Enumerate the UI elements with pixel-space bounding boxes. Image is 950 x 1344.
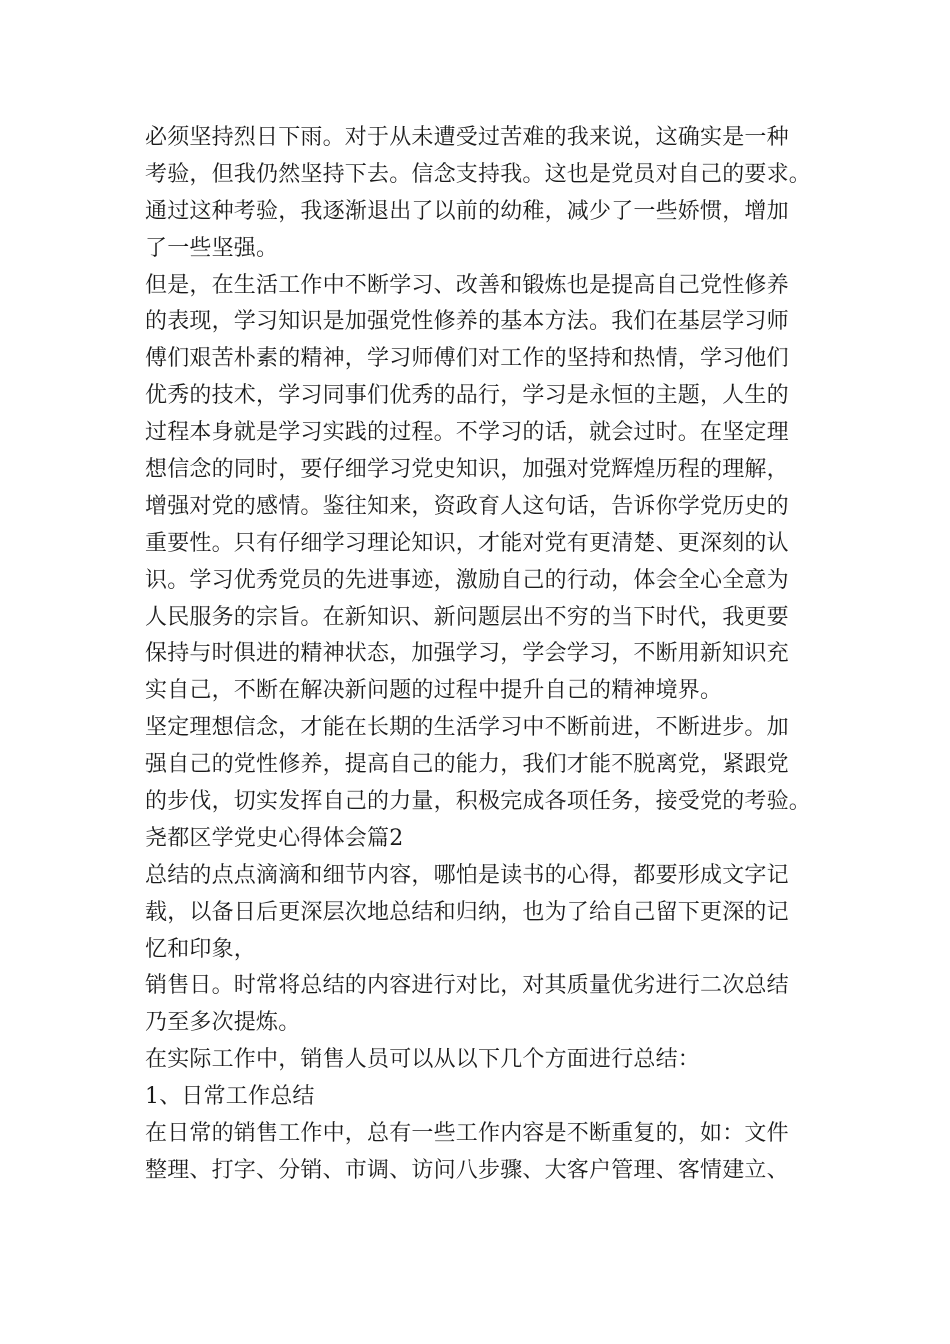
text-line: 在日常的销售工作中，总有一些工作内容是不断重复的，如：文件 bbox=[145, 1121, 789, 1147]
text-line: 销售日。时常将总结的内容进行对比，对其质量优劣进行二次总结 bbox=[145, 973, 789, 999]
text-line: 优秀的技术，学习同事们优秀的品行，学习是永恒的主题，人生的 bbox=[145, 383, 789, 409]
text-line: 总结的点点滴滴和细节内容，哪怕是读书的心得，都要形成文字记 bbox=[145, 862, 789, 888]
text-line: 的步伐，切实发挥自己的力量，积极完成各项任务，接受党的考验。 bbox=[145, 789, 812, 815]
text-line: 坚定理想信念，才能在长期的生活学习中不断前进，不断进步。加 bbox=[145, 715, 789, 741]
list-item-heading: 1、日常工作总结 bbox=[145, 1084, 315, 1110]
document-body bbox=[145, 120, 815, 1190]
text-line: 乃至多次提炼。 bbox=[145, 1010, 301, 1036]
text-line: 通过这种考验，我逐渐退出了以前的幼稚，减少了一些娇惯，增加 bbox=[145, 198, 789, 224]
text-line: 过程本身就是学习实践的过程。不学习的话，就会过时。在坚定理 bbox=[145, 420, 789, 446]
text-line: 增强对党的感情。鉴往知来，资政育人这句话，告诉你学党历史的 bbox=[145, 493, 789, 519]
text-line: 考验，但我仍然坚持下去。信念支持我。这也是党员对自己的要求。 bbox=[145, 161, 812, 187]
text-line: 但是，在生活工作中不断学习、改善和锻炼也是提高自己党性修养 bbox=[145, 272, 789, 298]
text-line: 的表现，学习知识是加强党性修养的基本方法。我们在基层学习师 bbox=[145, 309, 789, 335]
section-heading: 尧都区学党史心得体会篇2 bbox=[145, 825, 404, 851]
text-line: 保持与时俱进的精神状态，加强学习，学会学习，不断用新知识充 bbox=[145, 641, 789, 667]
text-line: 了一些坚强。 bbox=[145, 235, 279, 261]
text-line: 忆和印象， bbox=[145, 936, 257, 962]
text-line: 傅们艰苦朴素的精神，学习师傅们对工作的坚持和热情，学习他们 bbox=[145, 346, 789, 372]
text-line: 想信念的同时，要仔细学习党史知识，加强对党辉煌历程的理解， bbox=[145, 457, 789, 483]
text-line: 实自己，不断在解决新问题的过程中提升自己的精神境界。 bbox=[145, 678, 723, 704]
text-line: 整理、打字、分销、市调、访问八步骤、大客户管理、客情建立、 bbox=[145, 1157, 789, 1183]
text-line: 识。学习优秀党员的先进事迹，激励自己的行动，体会全心全意为 bbox=[145, 567, 789, 593]
text-line: 载，以备日后更深层次地总结和归纳，也为了给自己留下更深的记 bbox=[145, 899, 789, 925]
text-line: 在实际工作中，销售人员可以从以下几个方面进行总结： bbox=[145, 1047, 701, 1073]
text-line: 必须坚持烈日下雨。对于从未遭受过苦难的我来说，这确实是一种 bbox=[145, 125, 789, 150]
text-line: 重要性。只有仔细学习理论知识，才能对党有更清楚、更深刻的认 bbox=[145, 530, 789, 556]
text-line: 强自己的党性修养，提高自己的能力，我们才能不脱离党，紧跟党 bbox=[145, 752, 789, 778]
text-line: 人民服务的宗旨。在新知识、新问题层出不穷的当下时代，我更要 bbox=[145, 604, 789, 630]
